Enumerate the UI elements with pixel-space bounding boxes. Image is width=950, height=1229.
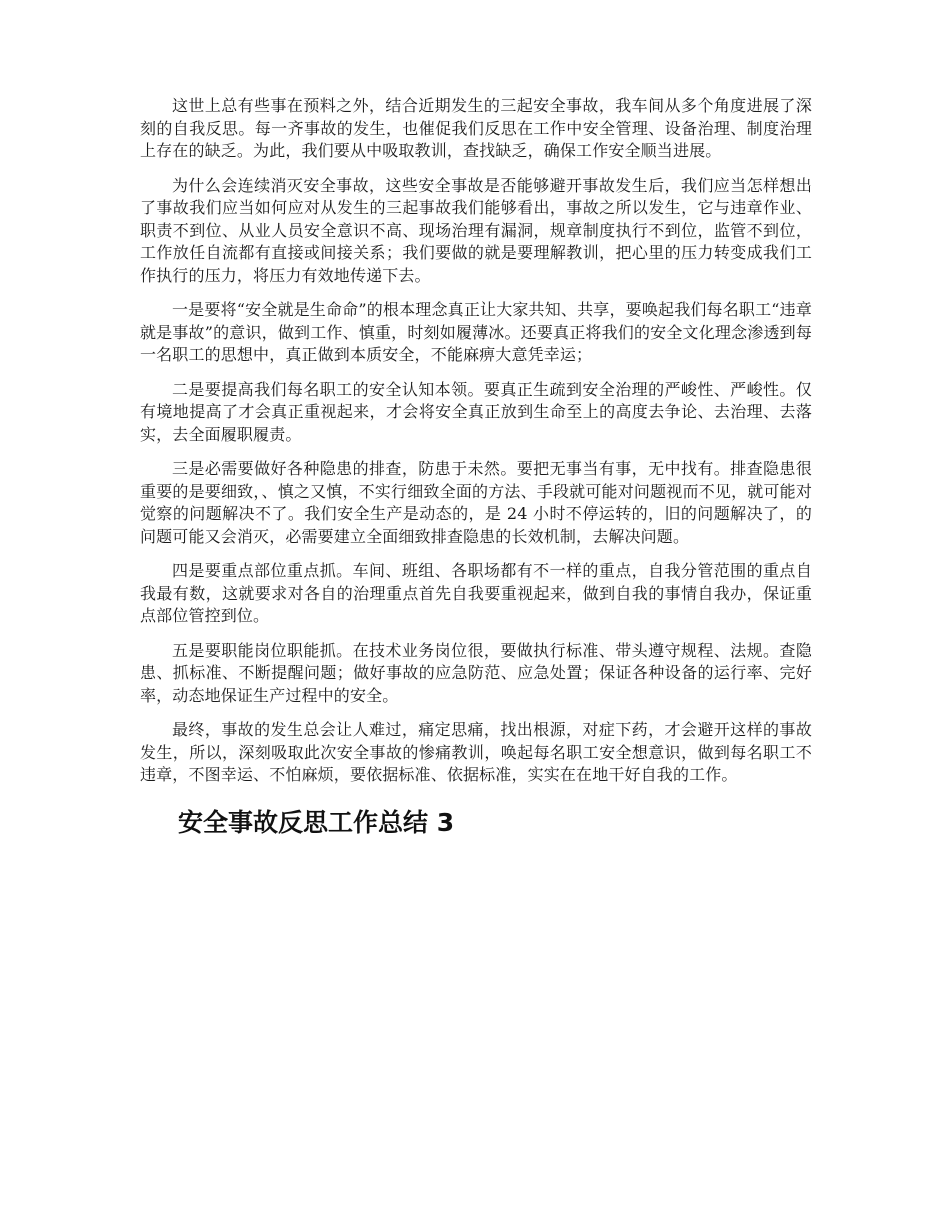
paragraph-point-four: 四是要重点部位重点抓。车间、班组、各职场都有不一样的重点，自我分管范围的重点自我最有数，这就要求对各自的治理重点首先自我要重视起来，做到自我的事情自我办，保证重点部位管控到位。	[140, 561, 812, 625]
paragraph-causes: 为什么会连续消灭安全事故，这些安全事故是否能够避开事故发生后，我们应当怎样想出了事故我们应当如何应对从发生的三起事故我们能够看出，事故之所以发生，它与违章作业、职责不到位、从业人员安全意识不高、现场治理有漏洞，规章制度执行不到位，监管不到位，工作放任自流都有直接或间接关系；我们要做的就是要理解教训，把心里的压力转变成我们工作执行的压力，将压力有效地传递下去。	[140, 175, 812, 285]
paragraph-point-five: 五是要职能岗位职能抓。在技术业务岗位很，要做执行标准、带头遵守规程、法规。查隐患、抓标准、不断提醒问题；做好事故的应急防范、应急处置；保证各种设备的运行率、完好率，动态地保证生产过程中的安全。	[140, 640, 812, 705]
paragraph-point-two: 二是要提高我们每名职工的安全认知本领。要真正生疏到安全治理的严峻性、严峻性。仅有境地提高了才会真正重视起来，才会将安全真正放到生命至上的高度去争论、去治理、去落实，去全面履职履责。	[140, 379, 812, 444]
paragraph-intro: 这世上总有些事在预料之外，结合近期发生的三起安全事故，我车间从多个角度进展了深刻的自我反思。每一齐事故的发生，也催促我们反思在工作中安全管理、设备治理、制度治理上存在的缺乏。为此，我们要从中吸取教训，查找缺乏，确保工作安全顺当进展。	[140, 96, 812, 160]
paragraph-conclusion: 最终，事故的发生总会让人难过，痛定思痛，找出根源，对症下药，才会避开这样的事故发生，所以，深刻吸取此次安全事故的惨痛教训，唤起每名职工安全想意识，做到每名职工不违章，不图幸运、不怕麻烦，要依据标准、依据标准，实实在在地干好自我的工作。	[140, 720, 812, 784]
document-page	[140, 95, 812, 839]
section-heading: 安全事故反思工作总结 3	[178, 807, 455, 837]
paragraph-point-three: 三是必需要做好各种隐患的排查，防患于未然。要把无事当有事，无中找有。排查隐患很重要的是要细致，、慎之又慎，不实行细致全面的方法、手段就可能对问题视而不见，就可能对觉察的问题解决不了。我们安全生产是动态的，是 24 小时不停运转的，旧的问题解决了，的问题可能又会消灭，必需要建立全面细致排查隐患的长效机制，去解决问题。	[140, 459, 812, 546]
paragraph-point-one: 一是要将“安全就是生命命”的根本理念真正让大家共知、共享，要唤起我们每名职工“违章就是事故”的意识，做到工作、慎重，时刻如履薄冰。还要真正将我们的安全文化理念渗透到每一名职工的思想中，真正做到本质安全，不能麻痹大意凭幸运；	[140, 300, 812, 364]
